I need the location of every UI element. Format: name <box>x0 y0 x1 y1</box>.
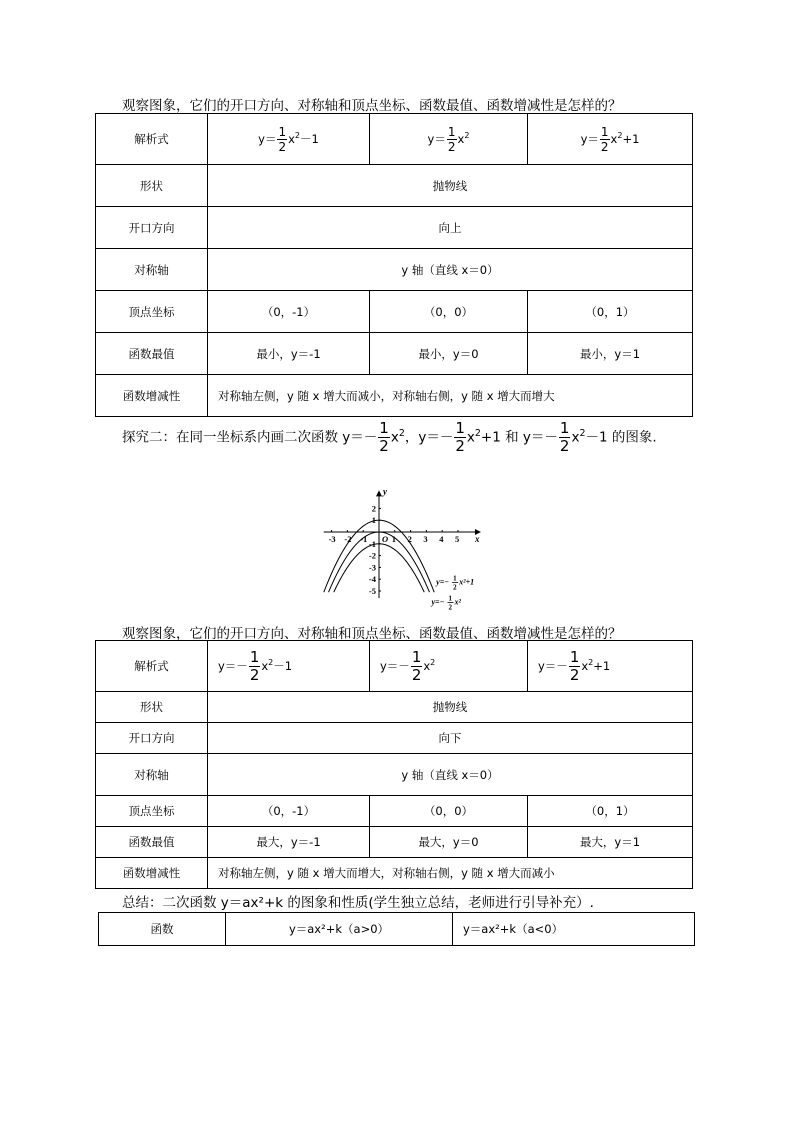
row-label: 解析式 <box>96 114 208 165</box>
question-1: 观察图象，它们的开口方向、对称轴和顶点坐标、函数最值、函数增减性是怎样的？ <box>122 98 622 114</box>
y-tick-label: -3 <box>368 562 376 573</box>
monotonic-value: 对称轴左侧，y 随 x 增大而增大，对称轴右侧，y 随 x 增大而减小 <box>208 858 693 889</box>
x-tick-label: 4 <box>439 534 444 544</box>
parabola-graph <box>322 458 492 618</box>
summary: 总结：二次函数 y＝ax²+k 的图象和性质(学生独立总结，老师进行引导补充）. <box>122 895 594 911</box>
curve-label-suffix: x² <box>454 597 461 607</box>
row-label: 函数最值 <box>96 827 208 858</box>
vertex-cell: （0，1） <box>528 291 693 333</box>
row-label: 函数增减性 <box>96 858 208 889</box>
row-label: 对称轴 <box>96 754 208 796</box>
vertex-cell: （0，0） <box>370 796 528 827</box>
vertex-cell: （0，-1） <box>208 291 370 333</box>
formula-cell: y＝ $\frac{1}{2}$ $x^2$ <box>370 114 528 165</box>
extreme-cell: 最小，y＝1 <box>528 333 693 375</box>
formula-cell: y＝ $\frac{1}{2}$ $x^2-1$ <box>208 114 370 165</box>
table-row <box>96 796 693 827</box>
opening-value: 向下 <box>208 723 693 754</box>
x-tick-label: -2 <box>344 534 352 544</box>
table-row <box>96 858 693 889</box>
table-row <box>96 207 693 249</box>
table-row <box>96 291 693 333</box>
summary-col-negative: y＝ax²+k（a<0） <box>453 913 695 946</box>
row-label: 对称轴 <box>96 249 208 291</box>
question-2: 观察图象，它们的开口方向、对称轴和顶点坐标、函数最值、函数增减性是怎样的？ <box>122 626 622 642</box>
y-axis-arrow <box>376 490 382 496</box>
table-row <box>96 641 693 692</box>
table-row <box>96 249 693 291</box>
row-label: 函数增减性 <box>96 375 208 417</box>
vertex-cell: （0，1） <box>528 796 693 827</box>
row-label: 函数最值 <box>96 333 208 375</box>
x-tick-label: 5 <box>455 534 460 544</box>
row-label: 解析式 <box>96 641 208 692</box>
summary-table <box>98 912 695 946</box>
curve-label-frac-den: 2 <box>448 603 452 612</box>
x-tick-label: -1 <box>360 534 368 544</box>
curve-label <box>430 595 461 612</box>
axis-value: y 轴（直线 x＝0） <box>208 754 693 796</box>
table-row <box>99 913 695 946</box>
extreme-cell: 最小，y＝0 <box>370 333 528 375</box>
shape-value: 抛物线 <box>208 692 693 723</box>
row-label: 形状 <box>96 165 208 207</box>
extreme-cell: 最大，y＝0 <box>370 827 528 858</box>
x-tick-label: O <box>382 534 389 544</box>
table-row <box>96 723 693 754</box>
y-tick-label: -5 <box>368 586 376 596</box>
properties-table-2 <box>95 640 693 889</box>
shape-value: 抛物线 <box>208 165 693 207</box>
table-row <box>96 827 693 858</box>
formula-cell: y＝－ $\frac{1}{2}$ $x^2$ <box>370 641 528 692</box>
table-row <box>96 333 693 375</box>
vertex-cell: （0，-1） <box>208 796 370 827</box>
extreme-cell: 最大，y＝1 <box>528 827 693 858</box>
explore-2-statement: 探究二：在同一坐标系内画二次函数 y＝－ $\frac{1}{2}$ $x^2$，y＝－ $\frac{1}{2}$ $x^2+1$ 和 y＝－ $\frac{1}{2}$ $x^2-1$ 的图象. <box>122 419 657 455</box>
x-tick-label: 1 <box>391 534 397 544</box>
row-label: 开口方向 <box>96 207 208 249</box>
opening-value: 向上 <box>208 207 693 249</box>
curve-label-frac-num: 1 <box>448 594 452 603</box>
row-label: 顶点坐标 <box>96 796 208 827</box>
table-row <box>96 692 693 723</box>
axis-value: y 轴（直线 x＝0） <box>208 249 693 291</box>
curve-label-frac-num: 1 <box>453 574 457 583</box>
x-axis-label: x <box>474 534 480 544</box>
curve-label-suffix: x²+1 <box>459 577 475 587</box>
y-tick-label: -2 <box>368 550 376 561</box>
y-tick-label: -4 <box>368 574 376 585</box>
row-label: 函数 <box>99 913 226 946</box>
row-label: 开口方向 <box>96 723 208 754</box>
y-tick-label: 1 <box>371 515 376 526</box>
y-tick-label: 2 <box>371 503 376 514</box>
table-row <box>96 375 693 417</box>
row-label: 顶点坐标 <box>96 291 208 333</box>
x-tick-label: 3 <box>423 534 428 544</box>
curve-label <box>435 575 474 592</box>
curve-label-prefix: y=− <box>431 597 445 607</box>
formula-cell: y＝ $\frac{1}{2}$ $x^2+1$ <box>528 114 693 165</box>
curve-label-prefix: y=− <box>436 577 450 587</box>
table-row <box>96 165 693 207</box>
properties-table-1 <box>95 113 693 417</box>
table-row <box>96 114 693 165</box>
summary-col-positive: y＝ax²+k（a>0） <box>226 913 453 946</box>
formula-cell: y＝－ $\frac{1}{2}$ $x^2+1$ <box>528 641 693 692</box>
table-row <box>96 754 693 796</box>
vertex-cell: （0，0） <box>370 291 528 333</box>
row-label: 形状 <box>96 692 208 723</box>
x-tick-label: 2 <box>407 534 412 544</box>
extreme-cell: 最小，y＝-1 <box>208 333 370 375</box>
formula-cell: y＝－ $\frac{1}{2}$ $x^2-1$ <box>208 641 370 692</box>
curve-label-frac-den: 2 <box>453 583 457 592</box>
y-axis-label: y <box>383 486 387 497</box>
y-tick-label: -1 <box>368 538 376 549</box>
x-tick-label: -3 <box>328 534 336 544</box>
extreme-cell: 最大，y＝-1 <box>208 827 370 858</box>
monotonic-value: 对称轴左侧，y 随 x 增大而减小，对称轴右侧，y 随 x 增大而增大 <box>208 375 693 417</box>
